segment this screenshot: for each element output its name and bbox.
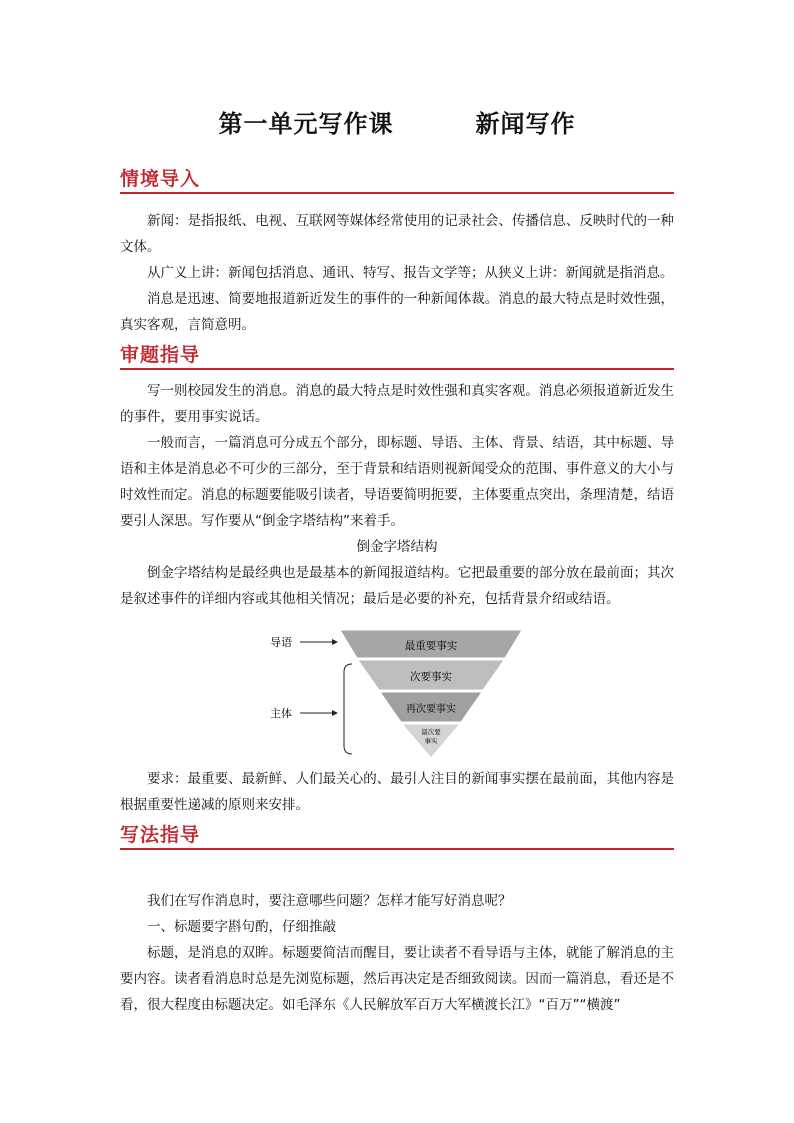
- paragraph: 从广义上讲：新闻包括消息、通讯、特写、报告文学等；从狭义上讲：新闻就是指消息。: [147, 265, 674, 281]
- paragraph: 我们在写作消息时，要注意哪些问题？怎样才能写好消息呢？: [147, 893, 512, 909]
- section-heading: 情境导入: [120, 166, 674, 194]
- section-guidance: [120, 342, 674, 612]
- layer-label: 再次要事实: [406, 704, 456, 715]
- title-part1: 第一单元写作课: [218, 110, 394, 138]
- arrow-head-icon: [332, 710, 338, 716]
- paragraph: 消息是迅速、简要地报道新近发生的事件的一种新闻体裁。消息的最大特点是时效性强，真实客观，言简意明。: [120, 291, 674, 333]
- brace: [344, 664, 352, 754]
- layer-label-line1: 最次要: [421, 728, 441, 736]
- layer-label: 最重要事实: [404, 640, 458, 652]
- paragraph: 标题，是消息的双眸。标题要简洁而醒目，要让读者不看导语与主体，就能了解消息的主要内容。读者看消息时总是先浏览标题，然后再决定是否细致阅读。因而一篇消息，看还是不看，很大程度由标题决定。如毛泽东《人民解放军百万大军横渡长江》“百万”“横渡”: [120, 945, 674, 1013]
- section-writing: [120, 822, 674, 1018]
- diagram-subtitle: 倒金字塔结构: [356, 539, 438, 555]
- page-title: [120, 104, 674, 139]
- section-intro: [120, 166, 674, 338]
- paragraph: 一般而言，一篇消息可分成五个部分，即标题、导语、主体、背景、结语，其中标题、导语和主体是消息必不可少的三部分，至于背景和结语则视新闻受众的范围、事件意义的大小与时效性而定。消息的标题要能吸引读者，导语要简明扼要，主体要重点突出，条理清楚，结语要引人深思。写作要从“倒金字塔结构”来着手。: [120, 435, 674, 529]
- title-part2: 新闻写作: [475, 110, 576, 138]
- label-lead: 导语: [270, 636, 292, 649]
- paragraph: 新闻：是指报纸、电视、互联网等媒体经常使用的记录社会、传播信息、反映时代的一种文体。: [120, 213, 674, 255]
- layer-label: 次要事实: [410, 671, 452, 683]
- label-body: 主体: [270, 707, 292, 720]
- layer-label-line2: 事实: [424, 737, 438, 745]
- paragraph: 要求：最重要、最新鲜、人们最关心的、最引人注目的新闻事实摆在最前面，其他内容是根据重要性递减的原则来安排。: [120, 771, 674, 813]
- pyramid-svg: [260, 628, 530, 758]
- section-heading: 写法指导: [120, 822, 674, 850]
- inverted-pyramid-diagram: [260, 628, 530, 758]
- arrow-head-icon: [332, 639, 338, 645]
- paragraph: 一、标题要字斟句酌，仔细推敲: [147, 919, 336, 935]
- paragraph: 写一则校园发生的消息。消息的最大特点是时效性强和真实客观。消息必须报道新近发生的事件，要用事实说话。: [120, 383, 674, 425]
- requirements-block: [120, 766, 674, 818]
- paragraph: 倒金字塔结构是最经典也是最基本的新闻报道结构。它把最重要的部分放在最前面；其次是叙述事件的详细内容或其他相关情况；最后是必要的补充，包括背景介绍或结语。: [120, 565, 674, 607]
- section-heading: 审题指导: [120, 342, 674, 370]
